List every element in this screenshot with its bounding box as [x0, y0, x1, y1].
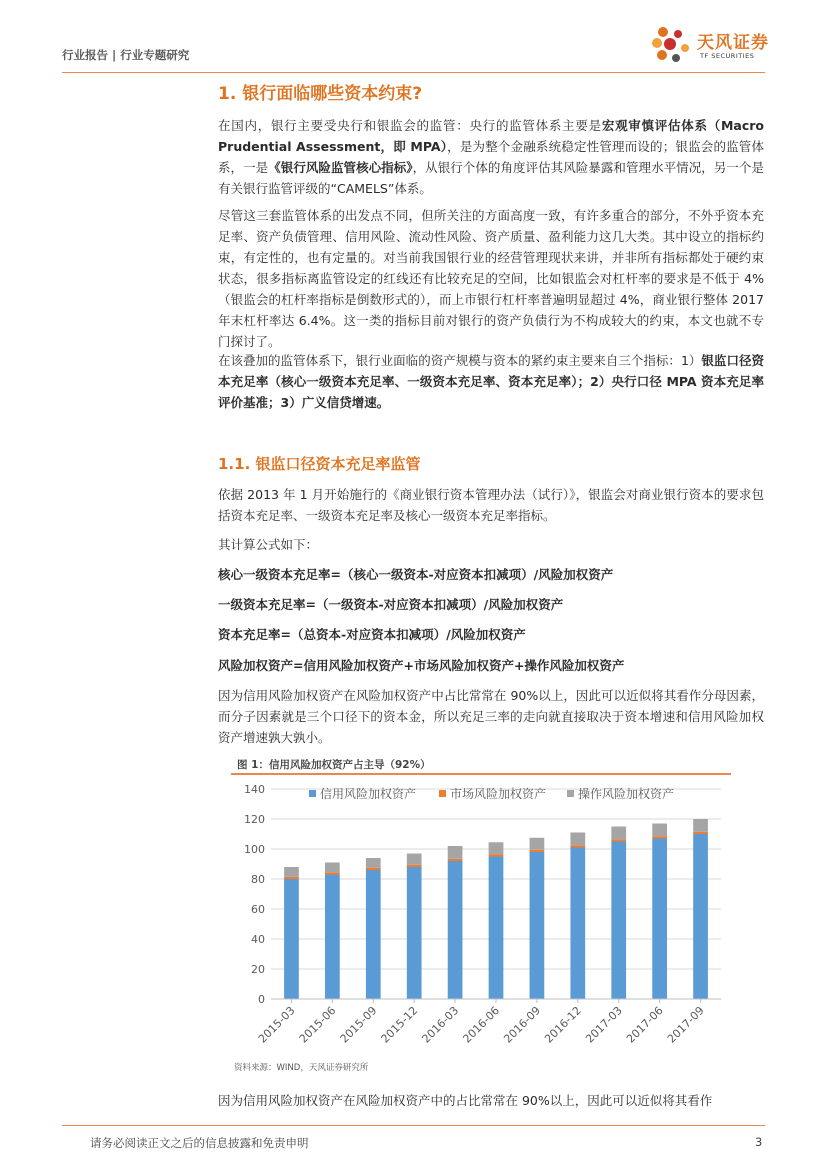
bar-segment-3 — [570, 833, 585, 846]
paragraph-5: 其计算公式如下： — [218, 537, 319, 552]
figure-divider — [231, 773, 731, 775]
footer-divider — [62, 1125, 765, 1126]
legend-swatch — [567, 790, 574, 797]
y-tick-label: 60 — [251, 903, 265, 916]
x-tick-label: 2016-12 — [542, 1003, 584, 1046]
bar-segment-1 — [570, 848, 585, 1000]
bar-segment-3 — [693, 819, 708, 832]
paragraph-3: 在该叠加的监管体系下，银行业面临的资产规模与资本的紧约束主要来自三个指标：1）银监口径资本充足率（核心一级资本充足率、一级资本充足率、资本充足率）；2）央行口径 MPA 资本充足率评价基准；3）广义信贷增速。 — [218, 353, 764, 410]
x-tick-label: 2016-06 — [460, 1003, 503, 1046]
bar-segment-3 — [652, 824, 667, 837]
formula-rwa: 风险加权资产=信用风险加权资产+市场风险加权资产+操作风险加权资产 — [218, 658, 625, 673]
bar-segment-2 — [448, 859, 463, 861]
x-tick-label: 2015-03 — [255, 1003, 298, 1046]
rwa-stacked-bar-chart — [231, 776, 731, 1056]
legend-swatch — [309, 790, 316, 797]
page-number: 3 — [755, 1135, 763, 1149]
legend-swatch — [439, 790, 446, 797]
bar-segment-1 — [611, 842, 626, 1000]
bar-segment-2 — [325, 872, 340, 874]
bar-segment-3 — [448, 846, 463, 859]
x-tick-label: 2016-03 — [419, 1003, 462, 1046]
bar-segment-2 — [489, 854, 504, 856]
paragraph-7: 因为信用风险加权资产在风险加权资产中的占比常常在 90%以上，因此可以近似将其看作 — [218, 1093, 713, 1108]
report-header: 行业报告 | 行业专题研究 — [62, 48, 190, 62]
x-tick-label: 2015-09 — [337, 1003, 380, 1046]
y-tick-label: 40 — [251, 933, 265, 946]
y-tick-label: 140 — [244, 783, 265, 796]
bar-segment-2 — [530, 850, 545, 852]
bar-segment-1 — [530, 852, 545, 999]
bar-segment-2 — [407, 865, 422, 867]
x-tick-label: 2015-06 — [296, 1003, 339, 1046]
bar-segment-3 — [366, 858, 381, 868]
x-tick-label: 2017-09 — [664, 1003, 707, 1046]
figure-title: 图 1：信用风险加权资产占主导（92%） — [237, 759, 431, 771]
y-tick-label: 20 — [251, 963, 265, 976]
bar-segment-2 — [284, 877, 299, 879]
bar-segment-3 — [611, 827, 626, 840]
figure-source: 资料来源：WIND，天风证券研究所 — [234, 1063, 369, 1073]
y-tick-label: 80 — [251, 873, 265, 886]
bar-segment-3 — [407, 854, 422, 865]
bar-segment-2 — [652, 836, 667, 838]
x-tick-label: 2016-09 — [501, 1003, 544, 1046]
y-tick-label: 100 — [244, 843, 265, 856]
bar-segment-2 — [693, 832, 708, 834]
bar-segment-2 — [570, 845, 585, 847]
bar-segment-3 — [325, 863, 340, 873]
paragraph-1: 在国内，银行主要受央行和银监会的监管：央行的监管体系主要是宏观审慎评估体系（Macro Prudential Assessment，即 MPA），是为整个金融系统稳定性管理而设的；银监会的监管体系，一是《银行风险监管核心指标》，从银行个体的角度评估其风险暴露和管理水平情况，另一个是有关银行监管评级的“CAMELS”体系。 — [218, 118, 764, 196]
formula-core-tier1: 核心一级资本充足率=（核心一级资本-对应资本扣减项）/风险加权资产 — [218, 567, 614, 582]
bar-segment-1 — [284, 879, 299, 999]
x-tick-label: 2015-12 — [378, 1003, 421, 1046]
bar-segment-2 — [366, 868, 381, 870]
bar-segment-1 — [366, 870, 381, 999]
section-1-title: 1. 银行面临哪些资本约束? — [218, 84, 423, 104]
y-tick-label: 0 — [258, 993, 265, 1006]
bar-segment-2 — [611, 839, 626, 841]
bar-segment-3 — [530, 838, 545, 850]
logo-subtext: TF SECURITIES — [700, 52, 755, 60]
y-tick-label: 120 — [244, 813, 265, 826]
legend-label: 市场风险加权资产 — [450, 787, 547, 801]
bar-segment-3 — [489, 842, 504, 854]
bar-segment-1 — [489, 857, 504, 1000]
bar-segment-1 — [652, 839, 667, 1000]
logo-text: 天风证券 — [697, 33, 769, 53]
footer-disclaimer: 请务必阅读正文之后的信息披露和免责申明 — [90, 1136, 309, 1150]
header-divider — [62, 72, 765, 73]
bar-segment-3 — [284, 867, 299, 877]
x-tick-label: 2017-06 — [624, 1003, 666, 1046]
bar-segment-1 — [693, 834, 708, 999]
section-1-1-title: 1.1. 银监口径资本充足率监管 — [218, 455, 421, 473]
bar-segment-1 — [407, 867, 422, 999]
legend-label: 信用风险加权资产 — [320, 787, 417, 801]
formula-total-capital: 资本充足率=（总资本-对应资本扣减项）/风险加权资产 — [218, 627, 526, 642]
formula-tier1: 一级资本充足率=（一级资本-对应资本扣减项）/风险加权资产 — [218, 597, 564, 612]
paragraph-4: 依据 2013 年 1 月开始施行的《商业银行资本管理办法（试行）》，银监会对商业银行资本的要求包括资本充足率、一级资本充足率及核心一级资本充足率指标。 — [218, 487, 764, 523]
paragraph-6: 因为信用风险加权资产在风险加权资产中占比常常在 90%以上，因此可以近似将其看作分母因素，而分子因素就是三个口径下的资本金，所以充足三率的走向就直接取决于资本增速和信用风险加权资产增速孰大孰小。 — [218, 688, 764, 745]
bar-segment-1 — [325, 875, 340, 1000]
legend-label: 操作风险加权资产 — [578, 787, 675, 801]
x-tick-label: 2017-03 — [583, 1003, 625, 1046]
paragraph-2: 尽管这三套监管体系的出发点不同，但所关注的方面高度一致，有许多重合的部分，不外乎资本充足率、资产负债管理、信用风险、流动性风险、资产质量、盈利能力这几大类。其中设立的指标约束，有定性的，也有定量的。对当前我国银行业的经营管理现状来讲，并非所有指标都处于硬约束状态，很多指标离监管设定的红线还有比较充足的空间，比如银监会对杠杆率的要求是不低于 4%（银监会的杠杆率指标是倒数形式的），而上市银行杠杆率普遍明显超过 4%，商业银行整体 2017 年末杠杆率达 6.4%。这一类的指标目前对银行的资产负债行为不构成较大的约束，本文也就不专门探讨了。 — [218, 208, 764, 349]
bar-segment-1 — [448, 861, 463, 999]
